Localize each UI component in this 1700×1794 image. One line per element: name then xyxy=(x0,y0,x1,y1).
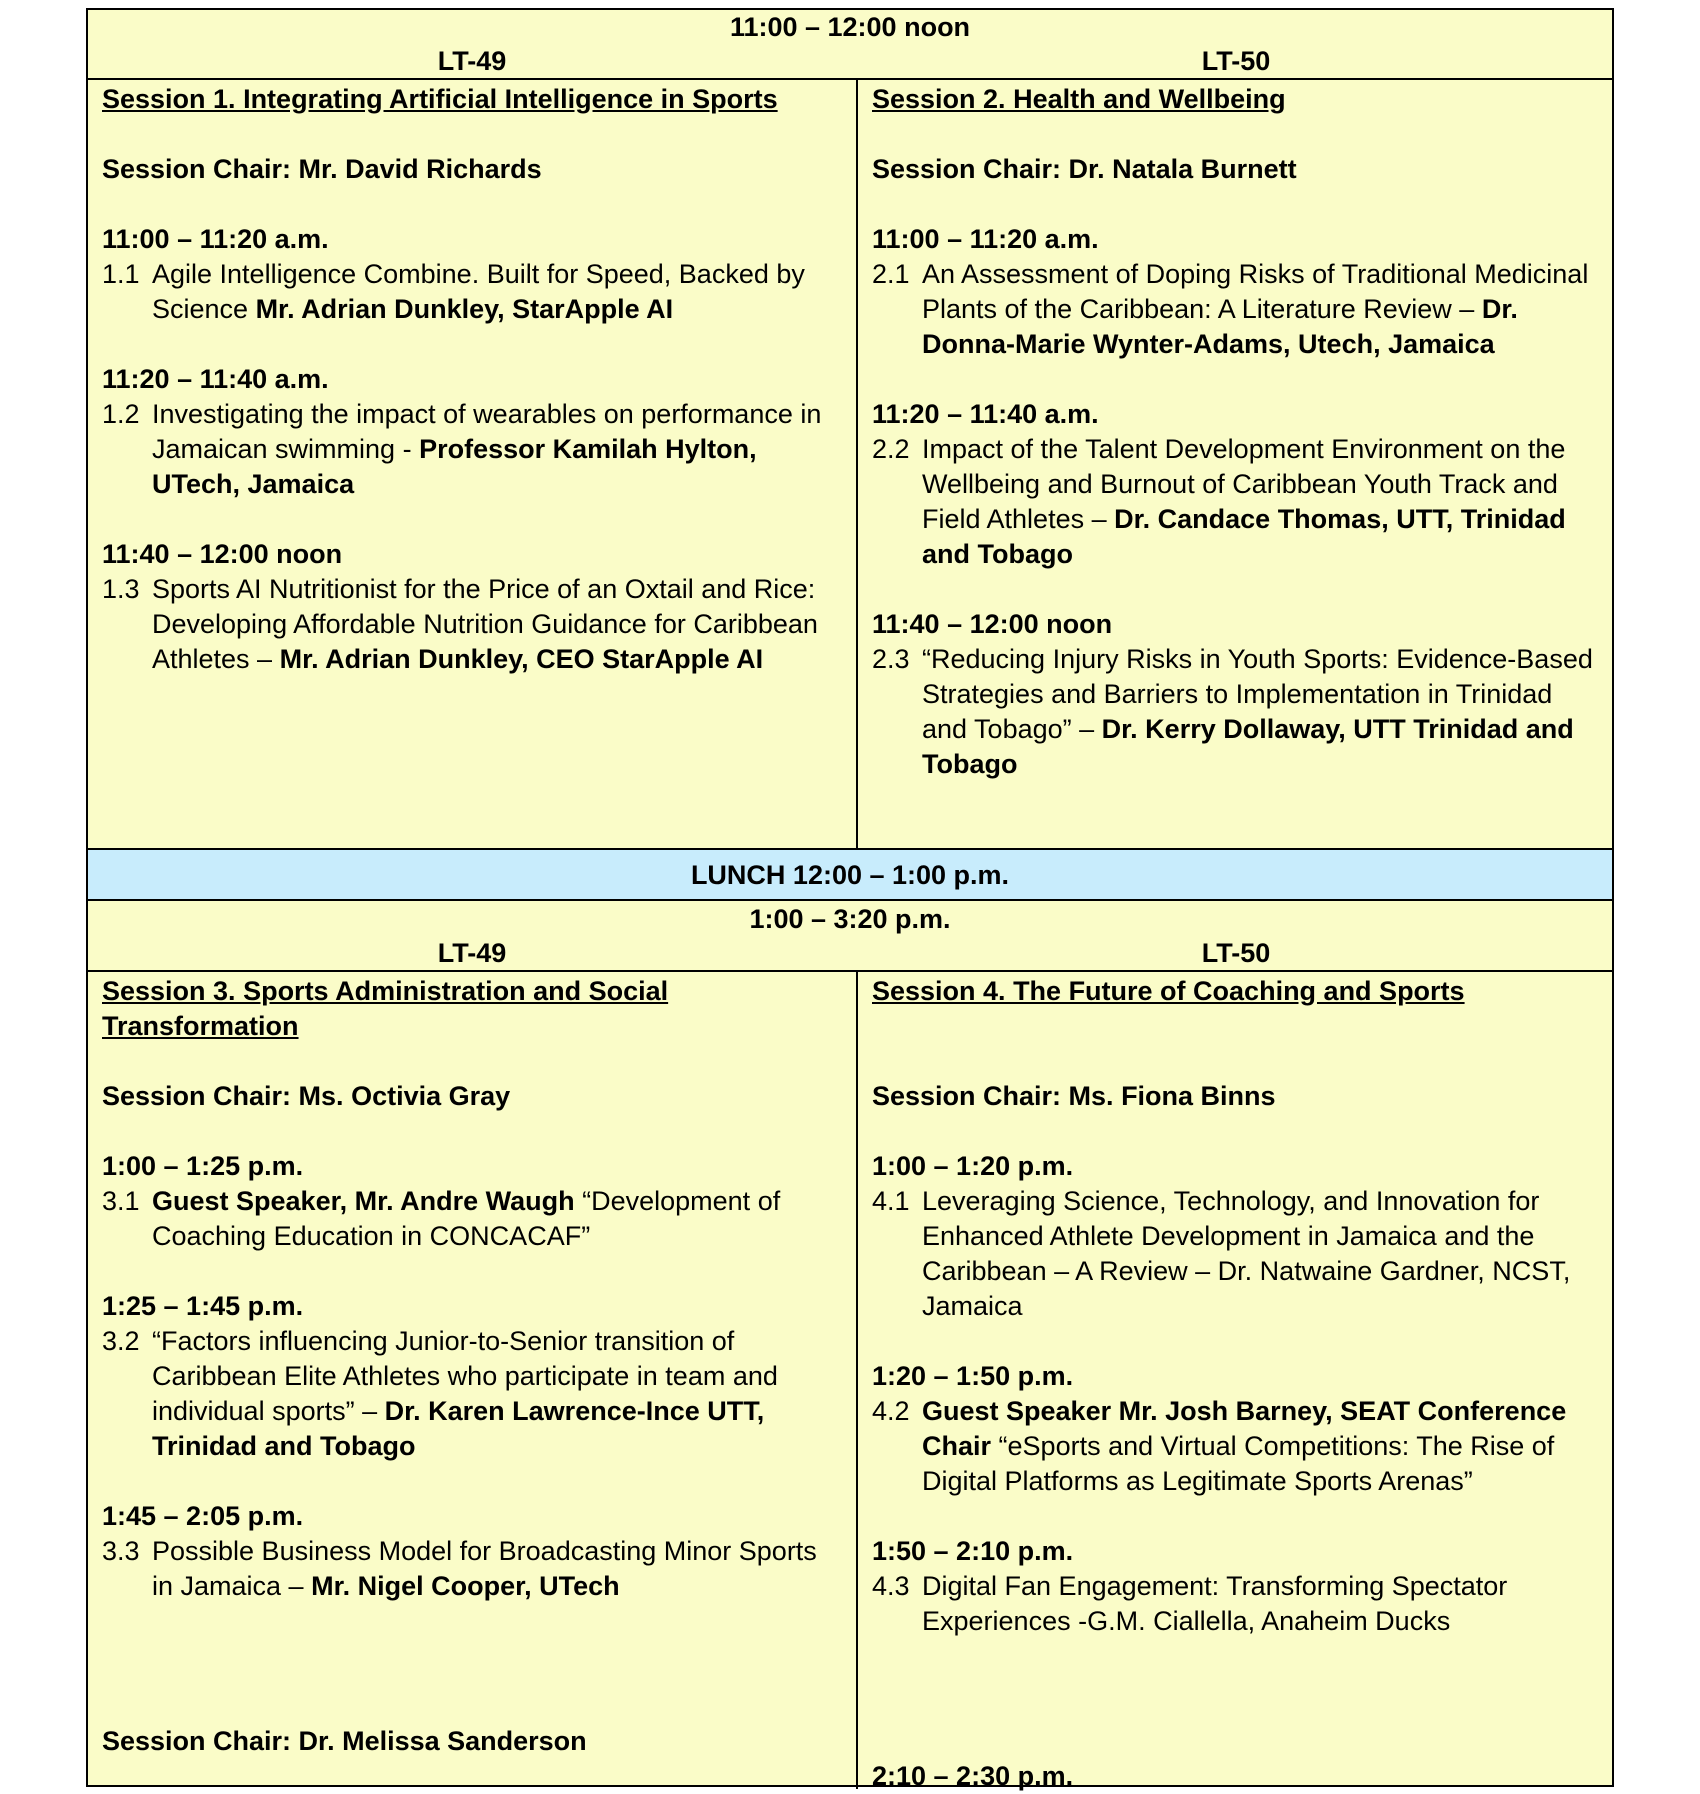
talk-number: 1.2 xyxy=(102,399,140,429)
talk-number: 3.2 xyxy=(102,1326,140,1356)
talk-item xyxy=(102,257,842,327)
talk-number: 2.3 xyxy=(872,644,910,674)
session-4 xyxy=(872,974,1602,1639)
talk-time: 1:00 – 1:25 p.m. xyxy=(102,1151,304,1181)
afternoon-room-right: LT-50 xyxy=(1201,938,1271,968)
session-title: Session 2. Health and Wellbeing xyxy=(872,84,1286,114)
morning-room-left: LT-49 xyxy=(437,46,507,76)
session-chair: Session Chair: Dr. Natala Burnett xyxy=(872,154,1297,184)
talk-speaker: Dr. Donna-Marie Wynter-Adams, Utech, Jamaica xyxy=(922,294,1518,359)
talk-number: 3.3 xyxy=(102,1536,140,1566)
talk-time: 11:00 – 11:20 a.m. xyxy=(872,224,1099,254)
talk-item xyxy=(872,432,1602,572)
morning-time-header: 11:00 – 12:00 noon xyxy=(729,12,971,42)
talk-item xyxy=(872,257,1602,362)
session-chair: Session Chair: Ms. Octivia Gray xyxy=(102,1081,511,1111)
talk-number: 4.3 xyxy=(872,1571,910,1601)
talk-time: 1:20 – 1:50 p.m. xyxy=(872,1361,1074,1391)
talk-speaker: Mr. Adrian Dunkley, StarApple AI xyxy=(255,294,674,324)
talk-number: 2.1 xyxy=(872,259,910,289)
talk-speaker: Guest Speaker Mr. Josh Barney, SEAT Conference Chair xyxy=(922,1396,1567,1461)
session-chair: Session Chair: Mr. David Richards xyxy=(102,154,542,184)
talk-text: Digital Fan Engagement: Transforming Spectator Experiences -G.M. Ciallella, Anaheim Ducks xyxy=(922,1571,1508,1636)
session-3 xyxy=(102,974,842,1604)
schedule-table xyxy=(86,8,1614,1791)
talk-item xyxy=(872,1184,1602,1324)
talk-number: 4.1 xyxy=(872,1186,910,1216)
afternoon-room-left: LT-49 xyxy=(437,938,507,968)
talk-number: 1.1 xyxy=(102,259,140,289)
talk-text: Possible Business Model for Broadcasting Minor Sports in Jamaica – xyxy=(152,1536,817,1601)
talk-number: 2.2 xyxy=(872,434,910,464)
talk-speaker: Dr. Candace Thomas, UTT, Trinidad and Tobago xyxy=(922,504,1566,569)
talk-item xyxy=(102,1534,842,1604)
divider xyxy=(88,899,1612,901)
column-divider xyxy=(856,970,858,1789)
column-divider xyxy=(856,78,858,850)
talk-text: “eSports and Virtual Competitions: The Rise of Digital Platforms as Legitimate Sports Arenas” xyxy=(922,1431,1555,1496)
talk-time: 11:00 – 11:20 a.m. xyxy=(102,224,329,254)
talk-text: An Assessment of Doping Risks of Traditional Medicinal Plants of the Caribbean: A Literature Review – xyxy=(922,259,1589,324)
talk-speaker: Professor Kamilah Hylton, UTech, Jamaica xyxy=(152,434,757,499)
divider xyxy=(88,78,1612,80)
talk-text: Sports AI Nutritionist for the Price of an Oxtail and Rice: Developing Affordable Nutrition Guidance for Caribbean Athletes – xyxy=(152,574,818,674)
session-2 xyxy=(872,82,1602,782)
session-title: Session 3. Sports Administration and Social Transformation xyxy=(102,976,669,1041)
talk-text: Impact of the Talent Development Environment on the Wellbeing and Burnout of Caribbean Youth Track and Field Athletes – xyxy=(922,434,1566,534)
session-1 xyxy=(102,82,842,677)
talk-number: 4.2 xyxy=(872,1396,910,1426)
talk-item xyxy=(102,1324,842,1464)
talk-speaker: Mr. Nigel Cooper, UTech xyxy=(311,1571,620,1601)
talk-time: 1:00 – 1:20 p.m. xyxy=(872,1151,1074,1181)
session-title: Session 1. Integrating Artificial Intelligence in Sports xyxy=(102,84,778,114)
talk-time: 1:45 – 2:05 p.m. xyxy=(102,1501,304,1531)
talk-item xyxy=(872,642,1602,782)
talk-speaker: Dr. Kerry Dollaway, UTT Trinidad and Tobago xyxy=(922,714,1574,779)
divider xyxy=(88,970,1612,972)
session-chair: Session Chair: Ms. Fiona Binns xyxy=(872,1081,1276,1111)
talk-text: Agile Intelligence Combine. Built for Speed, Backed by Science xyxy=(152,259,805,324)
session-title: Session 4. The Future of Coaching and Sports xyxy=(872,976,1465,1006)
talk-number: 3.1 xyxy=(102,1186,140,1216)
talk-text: “Factors influencing Junior-to-Senior transition of Caribbean Elite Athletes who participate in team and individual sports” – xyxy=(152,1326,778,1426)
session-chair-next: Session Chair: Dr. Melissa Sanderson xyxy=(102,1726,587,1756)
talk-time: 1:25 – 1:45 p.m. xyxy=(102,1291,304,1321)
afternoon-time-header: 1:00 – 3:20 p.m. xyxy=(749,904,951,934)
talk-item xyxy=(872,1569,1602,1639)
talk-item xyxy=(102,572,842,677)
talk-time: 11:40 – 12:00 noon xyxy=(872,609,1113,639)
talk-text: “Reducing Injury Risks in Youth Sports: Evidence-Based Strategies and Barriers to Implementation in Trinidad and Tobago” – xyxy=(922,644,1593,744)
morning-room-right: LT-50 xyxy=(1201,46,1271,76)
talk-speaker: Guest Speaker, Mr. Andre Waugh xyxy=(152,1186,575,1216)
talk-item xyxy=(872,1394,1602,1499)
talk-text: Investigating the impact of wearables on performance in Jamaican swimming - xyxy=(152,399,822,464)
talk-time: 11:20 – 11:40 a.m. xyxy=(872,399,1099,429)
talk-speaker: Dr. Karen Lawrence-Ince UTT, Trinidad and Tobago xyxy=(152,1396,765,1461)
talk-time: 11:40 – 12:00 noon xyxy=(102,539,343,569)
talk-time-next: 2:10 – 2:30 p.m. xyxy=(872,1761,1074,1791)
talk-number: 1.3 xyxy=(102,574,140,604)
talk-time: 1:50 – 2:10 p.m. xyxy=(872,1536,1074,1566)
talk-item xyxy=(102,397,842,502)
talk-text: Leveraging Science, Technology, and Innovation for Enhanced Athlete Development in Jamaica and the Caribbean – A Review – Dr. Natwaine Gardner, NCST, Jamaica xyxy=(922,1186,1571,1321)
lunch-label: LUNCH 12:00 – 1:00 p.m. xyxy=(690,860,1010,890)
talk-time: 11:20 – 11:40 a.m. xyxy=(102,364,329,394)
talk-speaker: Mr. Adrian Dunkley, CEO StarApple AI xyxy=(279,644,764,674)
talk-item xyxy=(102,1184,842,1254)
talk-text: “Development of Coaching Education in CONCACAF” xyxy=(152,1186,781,1251)
